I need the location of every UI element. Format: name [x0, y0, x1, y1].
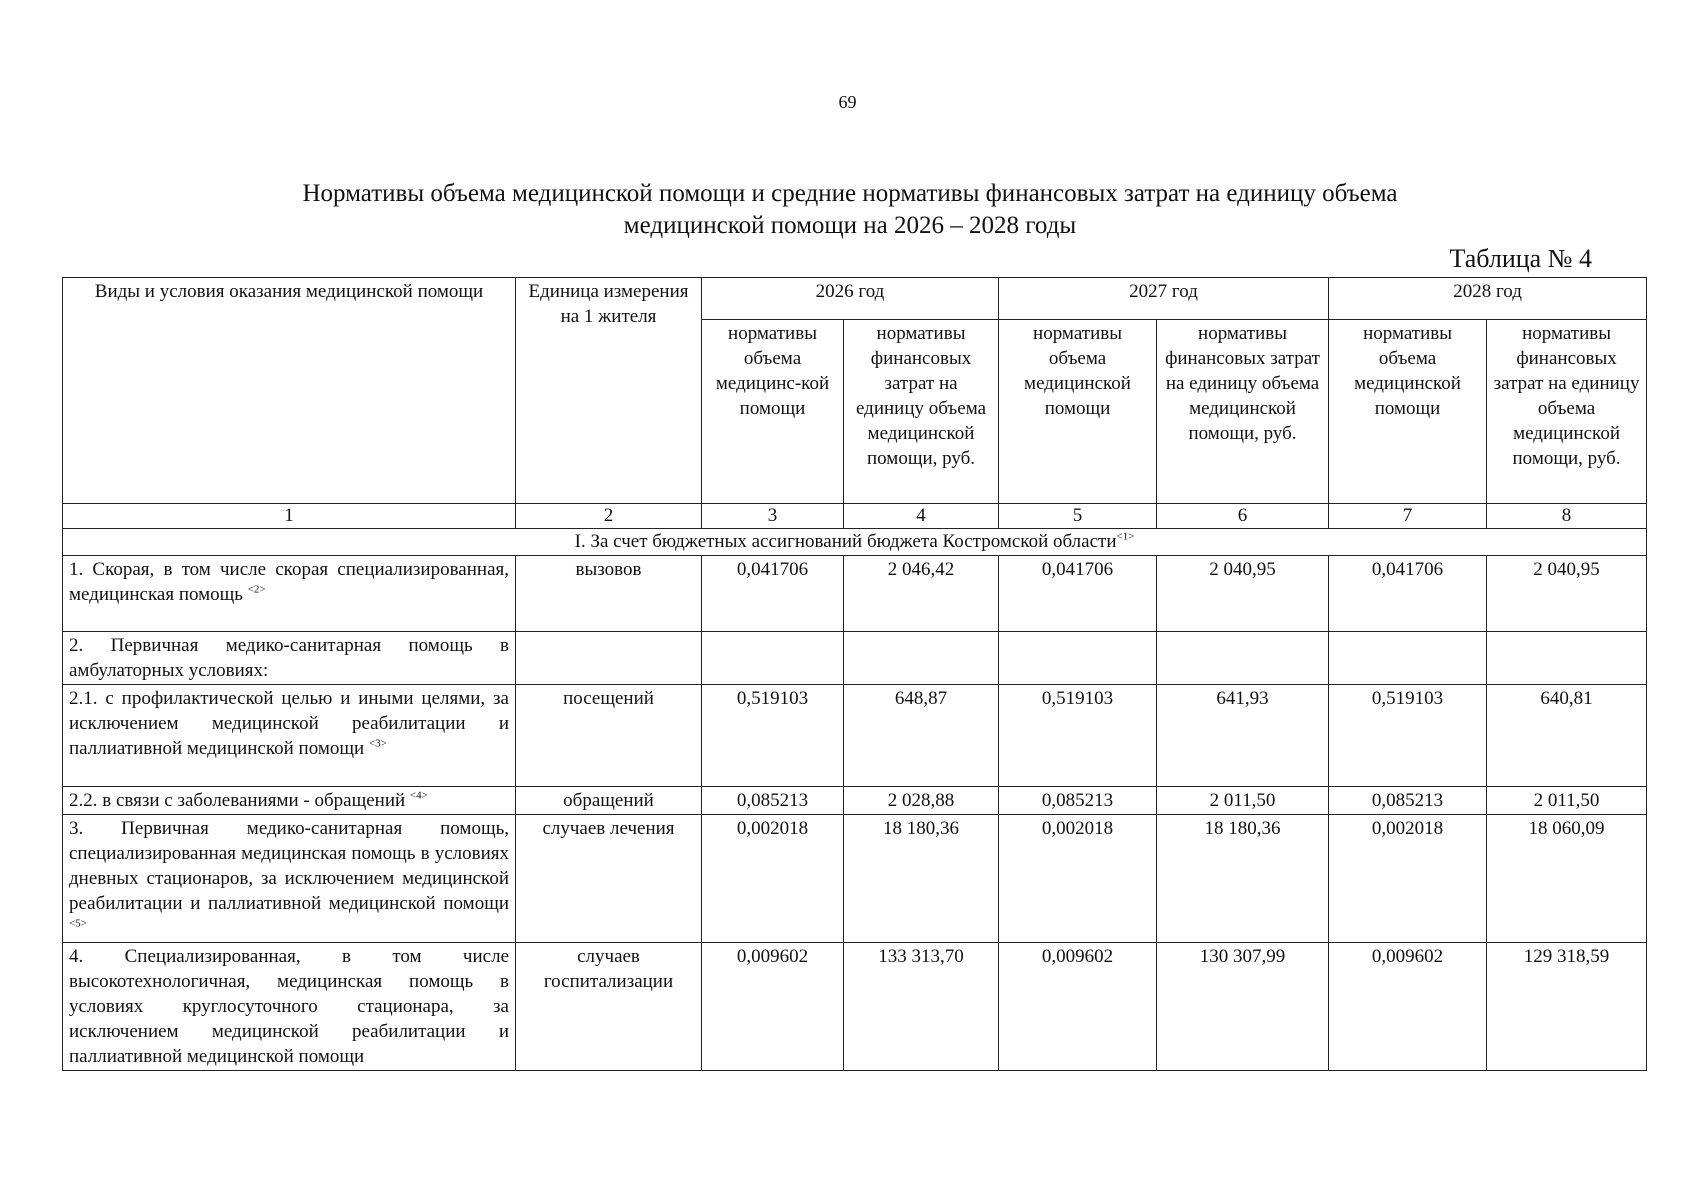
volume-2027: 0,002018 — [999, 815, 1157, 943]
title-line-1: Нормативы объема медицинской помощи и средние нормативы финансовых затрат на единицу объема — [302, 180, 1398, 207]
volume-2028: 0,009602 — [1329, 943, 1487, 1071]
section-row — [63, 529, 1647, 556]
column-number: 4 — [844, 504, 999, 529]
row-kind — [63, 787, 516, 815]
header-year-2027: 2027 год — [999, 278, 1329, 320]
cost-2027: 641,93 — [1157, 685, 1329, 787]
cost-2027: 18 180,36 — [1157, 815, 1329, 943]
header-volume-2026: нормативы объема медицинс-кой помощи — [702, 320, 844, 504]
header-cost-2027: нормативы финансовых затрат на единицу объема медицинской помощи, руб. — [1157, 320, 1329, 504]
table-row — [63, 815, 1647, 943]
header-cost-2026: нормативы финансовых затрат на единицу объема медицинской помощи, руб. — [844, 320, 999, 504]
document-title — [140, 178, 1560, 242]
cost-2026: 133 313,70 — [844, 943, 999, 1071]
norms-table — [62, 277, 1647, 1071]
row-kind — [63, 815, 516, 943]
row-kind: 2. Первичная медико-санитарная помощь в амбулаторных условиях: — [63, 632, 516, 685]
cost-2028: 18 060,09 — [1487, 815, 1647, 943]
row-kind — [63, 685, 516, 787]
header-cost-2028: нормативы финансовых затрат на единицу объема медицинской помощи, руб. — [1487, 320, 1647, 504]
column-number: 3 — [702, 504, 844, 529]
volume-2028: 0,041706 — [1329, 556, 1487, 632]
volume-2026: 0,002018 — [702, 815, 844, 943]
volume-2028: 0,085213 — [1329, 787, 1487, 815]
column-number: 7 — [1329, 504, 1487, 529]
footnote-ref: <3> — [368, 737, 387, 750]
header-row-years — [63, 278, 1647, 320]
column-number: 6 — [1157, 504, 1329, 529]
column-number-row — [63, 504, 1647, 529]
title-line-2: медицинской помощи на 2026 – 2028 годы — [623, 212, 1077, 239]
cost-2027: 2 040,95 — [1157, 556, 1329, 632]
footnote-ref: <5> — [69, 917, 87, 930]
volume-2026: 0,041706 — [702, 556, 844, 632]
footnote-ref: <4> — [409, 789, 428, 802]
header-volume-2027: нормативы объема медицинской помощи — [999, 320, 1157, 504]
page-number: 69 — [838, 92, 857, 112]
volume-2027 — [999, 632, 1157, 685]
volume-2028: 0,002018 — [1329, 815, 1487, 943]
row-unit: посещений — [516, 685, 702, 787]
column-number: 1 — [63, 504, 516, 529]
header-kind: Виды и условия оказания медицинской помощи — [63, 278, 516, 504]
row-kind-text: 1. Скорая, в том числе скорая специализированная, медицинская помощь — [69, 559, 509, 605]
header-unit: Единица измерения на 1 жителя — [516, 278, 702, 504]
table-row — [63, 685, 1647, 787]
volume-2028: 0,519103 — [1329, 685, 1487, 787]
cost-2028 — [1487, 632, 1647, 685]
column-number: 8 — [1487, 504, 1647, 529]
table-row — [63, 632, 1647, 685]
row-kind-text: 2.2. в связи с заболеваниями - обращений — [69, 790, 406, 811]
cost-2027: 130 307,99 — [1157, 943, 1329, 1071]
volume-2027: 0,041706 — [999, 556, 1157, 632]
volume-2027: 0,009602 — [999, 943, 1157, 1071]
footnote-ref: <2> — [247, 583, 266, 596]
cost-2028: 129 318,59 — [1487, 943, 1647, 1071]
cost-2026: 2 028,88 — [844, 787, 999, 815]
cost-2028: 2 011,50 — [1487, 787, 1647, 815]
cost-2026: 2 046,42 — [844, 556, 999, 632]
cost-2027 — [1157, 632, 1329, 685]
column-number: 2 — [516, 504, 702, 529]
row-unit: случаев госпитализации — [516, 943, 702, 1071]
cost-2026: 18 180,36 — [844, 815, 999, 943]
row-unit: вызовов — [516, 556, 702, 632]
table-label: Таблица № 4 — [1449, 244, 1592, 273]
row-unit: обращений — [516, 787, 702, 815]
row-kind: 4. Специализированная, в том числе высокотехнологичная, медицинская помощь в условиях круглосуточного стационара, за исключением медицинской реабилитации и паллиативной медицинской помощи — [63, 943, 516, 1071]
cost-2026 — [844, 632, 999, 685]
volume-2027: 0,519103 — [999, 685, 1157, 787]
section-heading — [63, 529, 1647, 556]
cost-2026: 648,87 — [844, 685, 999, 787]
table-row — [63, 556, 1647, 632]
section-text: I. За счет бюджетных ассигнований бюджета Костромской области — [574, 531, 1117, 552]
volume-2026 — [702, 632, 844, 685]
cost-2028: 640,81 — [1487, 685, 1647, 787]
table-row — [63, 787, 1647, 815]
row-unit — [516, 632, 702, 685]
footnote-ref: <1> — [1116, 530, 1135, 543]
volume-2026: 0,009602 — [702, 943, 844, 1071]
row-kind-text: 2.1. с профилактической целью и иными целями, за исключением медицинской реабилитации и паллиативной медицинской помощи — [69, 688, 509, 759]
volume-2027: 0,085213 — [999, 787, 1157, 815]
header-year-2028: 2028 год — [1329, 278, 1647, 320]
volume-2026: 0,519103 — [702, 685, 844, 787]
table-row — [63, 943, 1647, 1071]
cost-2028: 2 040,95 — [1487, 556, 1647, 632]
volume-2028 — [1329, 632, 1487, 685]
row-kind-text: 3. Первичная медико-санитарная помощь, специализированная медицинская помощь в условиях дневных стационаров, за исключением медицинской реабилитации и паллиативной медицинской помощи — [69, 818, 509, 914]
row-kind — [63, 556, 516, 632]
row-unit: случаев лечения — [516, 815, 702, 943]
cost-2027: 2 011,50 — [1157, 787, 1329, 815]
header-volume-2028: нормативы объема медицинской помощи — [1329, 320, 1487, 504]
volume-2026: 0,085213 — [702, 787, 844, 815]
column-number: 5 — [999, 504, 1157, 529]
header-year-2026: 2026 год — [702, 278, 999, 320]
